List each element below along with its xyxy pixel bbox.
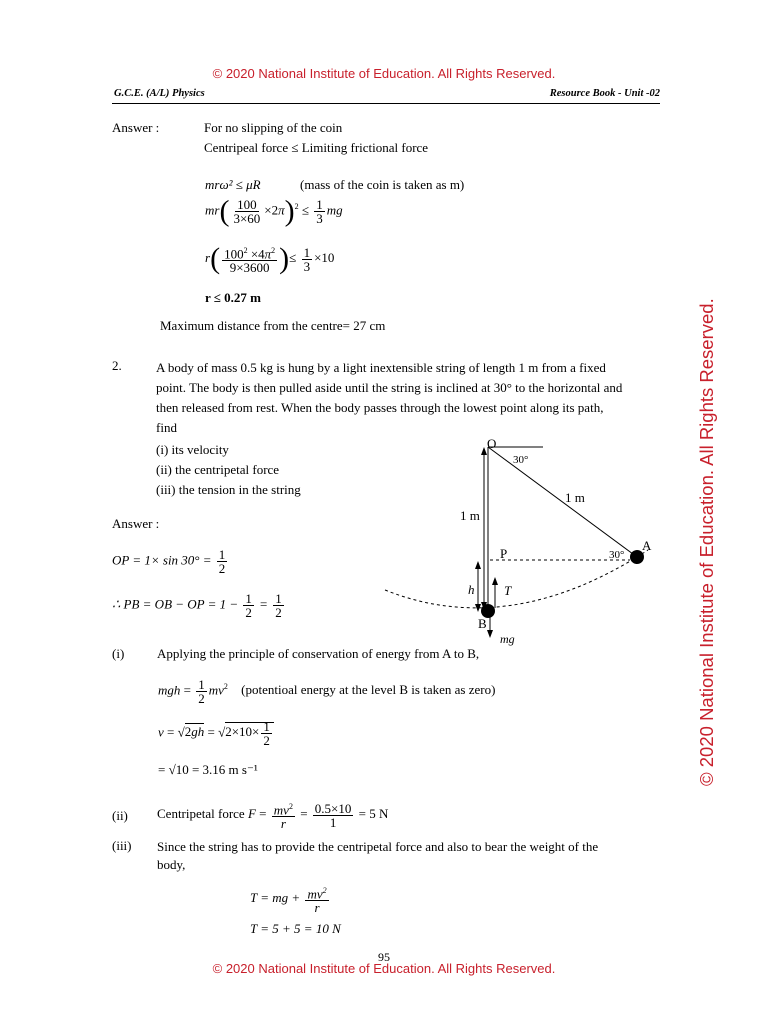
header-right: Resource Book - Unit -02: [549, 88, 660, 99]
copyright-top: © 2020 National Institute of Education. All Rights Reserved.: [212, 66, 556, 81]
label-mg: mg: [500, 632, 515, 646]
question2-text: A body of mass 0.5 kg is hung by a light inextensible string of length 1 m from a fixed point. The body is then pulled aside until the string is inclined at 30° to the horizontal and then released from rest. When the body passes through the lowest point along its path, find: [156, 360, 623, 435]
answer1-eq1: mrω² ≤ μR: [205, 177, 261, 192]
label-o: O: [487, 436, 497, 451]
copyright-bottom: © 2020 National Institute of Education. All Rights Reserved.: [212, 961, 556, 976]
question2-items: [156, 440, 301, 500]
label-a: A: [642, 538, 652, 553]
part-iii-t-eq1: T = mg + $\frac{mv^2}{r}$: [250, 886, 327, 916]
part-ii-eq: Centripetal force F = $\frac{mv^2}{r}$ = $\frac{0.5\times 10}{1}$ = 5 N: [157, 800, 389, 832]
question2-item: (iii) the tension in the string: [156, 482, 301, 497]
question2-number: 2.: [112, 358, 122, 373]
question2-item: (ii) the centripetal force: [156, 462, 280, 477]
page-number: 95: [378, 950, 390, 964]
answer2-op-eq: OP = 1× sin 30° = $\frac{1}{2}$: [112, 547, 226, 576]
answer1-eq3: r( $\frac{100^2 \times 4\pi^2}{9\times 3600}$ )≤ $\frac{1}{3}$ ×10: [205, 242, 335, 276]
part-i-number: (i): [112, 646, 125, 661]
label-h: h: [468, 582, 475, 597]
header-rule: [112, 103, 660, 104]
label-p: P: [500, 546, 508, 561]
label-height: 1 m: [460, 508, 480, 523]
answer1-line2: Centripeal force ≤ Limiting frictional force: [204, 140, 429, 155]
answer2-pb-eq: ∴ PB = OB − OP = 1 − $\frac{1}{2}$ = $\frac{1}{2}$: [112, 591, 282, 620]
answer1-eq4: r ≤ 0.27 m: [205, 290, 261, 305]
label-angle-a: 30°: [609, 549, 625, 561]
part-i-energy-note: (potentioal energy at the level B is taken as zero): [241, 682, 496, 698]
answer1-eq1-note: (mass of the coin is taken as m): [300, 177, 465, 192]
part-i-text: Applying the principle of conservation of energy from A to B,: [157, 646, 480, 661]
part-i-v-result: = √10 = 3.16 m s⁻¹: [158, 762, 258, 777]
answer1-eq2: mr( $\frac{100}{3\times 60}$ ×2π)$^2$ ≤ $\frac{1}{3}$ mg: [205, 194, 343, 228]
weight-arrow-head: [487, 630, 493, 638]
part-iii-text: Since the string has to provide the centripetal force and also to bear the weight of the body,: [157, 839, 599, 872]
part-i-v-eq: v = √2gh = √2×10× $\frac{1}{2}$: [158, 720, 274, 747]
pendulum-diagram: [380, 430, 680, 650]
answer1-conclusion: Maximum distance from the centre= 27 cm: [160, 318, 386, 333]
answer1-label: Answer :: [112, 120, 160, 135]
part-iii-number: (iii): [112, 838, 132, 853]
answer2-label: Answer :: [112, 516, 160, 531]
label-angle-top: 30°: [513, 454, 529, 466]
copyright-vertical: © 2020 National Institute of Education. All Rights Reserved.: [696, 298, 717, 786]
part-iii-t-eq2: T = 5 + 5 = 10 N: [250, 921, 341, 936]
label-b: B: [478, 616, 487, 631]
inclined-string: [488, 447, 637, 557]
tension-arrow-head: [492, 577, 498, 585]
h-arrow-top: [475, 561, 481, 569]
header-left: G.C.E. (A/L) Physics: [114, 88, 205, 99]
part-ii-number: (ii): [112, 808, 128, 823]
label-string: 1 m: [565, 490, 585, 505]
question2-item: (i) its velocity: [156, 442, 229, 457]
answer1-line1: For no slipping of the coin: [204, 120, 343, 135]
label-t: T: [504, 583, 512, 598]
part-i-energy-eq: mgh = $\frac{1}{2}$ $mv^2$ (potentioal energy at the level B is taken as zero): [158, 677, 496, 706]
